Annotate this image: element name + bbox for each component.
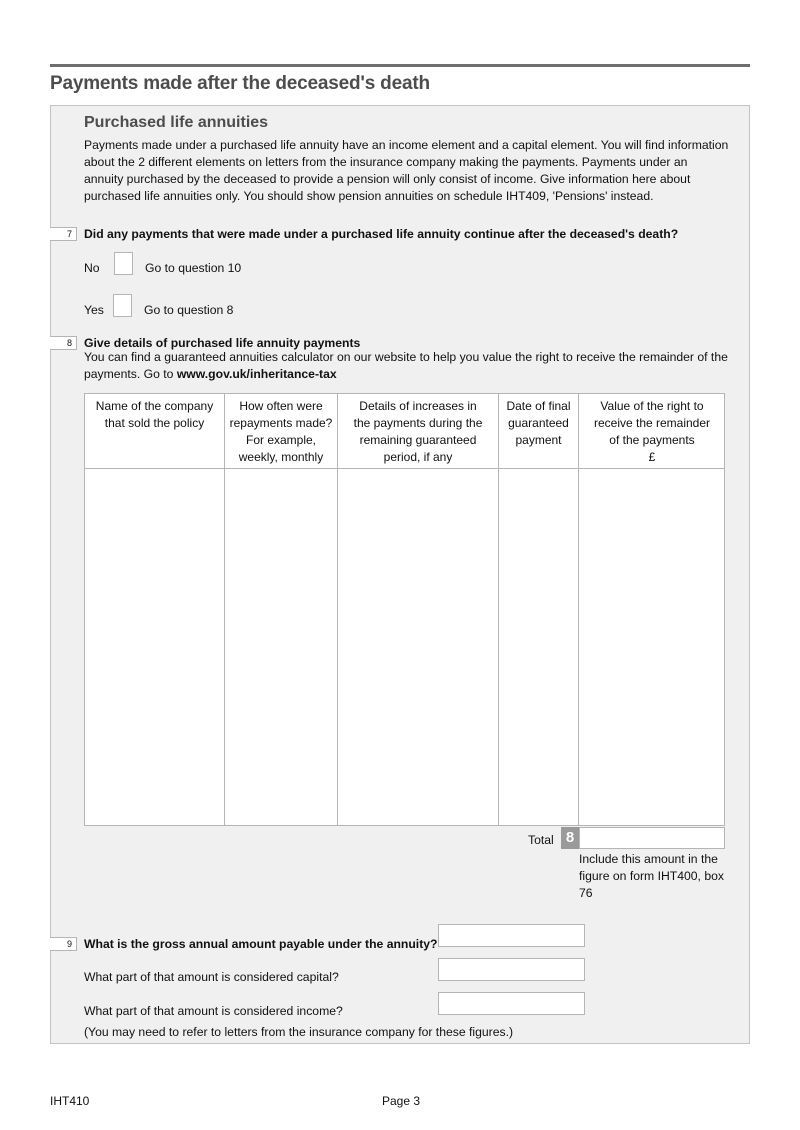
table-cell-increases[interactable] (338, 469, 498, 825)
header-line: £ (648, 450, 656, 464)
header-line: Details of increases in (359, 399, 477, 413)
capital-part-input[interactable] (438, 958, 585, 981)
total-input[interactable] (579, 827, 725, 849)
question-9-number: 9 (50, 937, 77, 951)
section-intro: Payments made under a purchased life annuity have an income element and a capital element. You will find information about the 2 different elements on letters from the insurance company making the payments. Payments under an annuity purchased by the deceased to provide a pension will only consist of income. Give information here about purchased life annuities only. You should show pension annuities on schedule IHT409, 'Pensions' instead. (84, 138, 729, 203)
question-8-number: 8 (50, 336, 77, 350)
question-9-text: What is the gross annual amount payable under the annuity? (84, 937, 438, 951)
header-line: remaining guaranteed (359, 433, 477, 447)
page-title: Payments made after the deceased's death (50, 73, 430, 94)
header-line: period, if any (383, 450, 453, 464)
total-note: Include this amount in the figure on form IHT400, box 76 (579, 852, 724, 900)
total-label: Total (528, 833, 554, 847)
option-yes-checkbox[interactable] (113, 294, 132, 317)
income-part-text: What part of that amount is considered income? (84, 1004, 343, 1018)
header-line: Value of the right to (600, 399, 704, 413)
option-yes-label: Yes (84, 303, 104, 317)
column-header-final-date (499, 398, 578, 449)
question-8-title: Give details of purchased life annuity payments (84, 336, 361, 350)
income-part-input[interactable] (438, 992, 585, 1015)
header-line: weekly, monthly (238, 450, 324, 464)
table-cell-frequency[interactable] (225, 469, 337, 825)
page-number: Page 3 (382, 1094, 421, 1108)
table-cell-company[interactable] (85, 469, 224, 825)
header-line: the payments during the (353, 416, 483, 430)
option-no-action: Go to question 10 (145, 261, 242, 275)
column-header-frequency (225, 398, 337, 466)
question-7-text: Did any payments that were made under a purchased life annuity continue after the deceased's death? (84, 227, 679, 241)
total-box-number: 8 (561, 827, 579, 849)
section-heading: Purchased life annuities (84, 114, 269, 131)
top-rule (50, 64, 750, 67)
column-header-value (579, 398, 725, 466)
inheritance-tax-link[interactable]: www.gov.uk/inheritance-tax (176, 367, 337, 381)
header-line: that sold the policy (104, 416, 205, 430)
question-7-number: 7 (50, 227, 77, 241)
header-line: repayments made? (229, 416, 333, 430)
option-yes-action: Go to question 8 (144, 303, 234, 317)
column-header-increases (338, 398, 498, 466)
table-cell-value[interactable] (579, 469, 725, 825)
question-8-help (84, 349, 729, 383)
question-8-help-text: You can find a guaranteed annuities calculator on our website to help you value the right to receive the remainder of the payments. Go to (84, 350, 728, 381)
form-code: IHT410 (50, 1094, 90, 1108)
column-header-company (85, 398, 224, 432)
gross-annual-amount-input[interactable] (438, 924, 585, 947)
annuity-table (84, 393, 725, 826)
header-line: of the payments (609, 433, 695, 447)
option-no-checkbox[interactable] (114, 252, 133, 275)
header-line: payment (515, 433, 562, 447)
question-9-note: (You may need to refer to letters from the insurance company for these figures.) (84, 1025, 514, 1039)
header-line: For example, (245, 433, 317, 447)
capital-part-text: What part of that amount is considered capital? (84, 970, 339, 984)
header-line: How often were (239, 399, 323, 413)
header-line: Name of the company (95, 399, 214, 413)
header-line: Date of final (506, 399, 571, 413)
header-line: receive the remainder (593, 416, 711, 430)
option-no-label: No (84, 261, 100, 275)
header-line: guaranteed (508, 416, 569, 430)
table-cell-final-date[interactable] (499, 469, 578, 825)
